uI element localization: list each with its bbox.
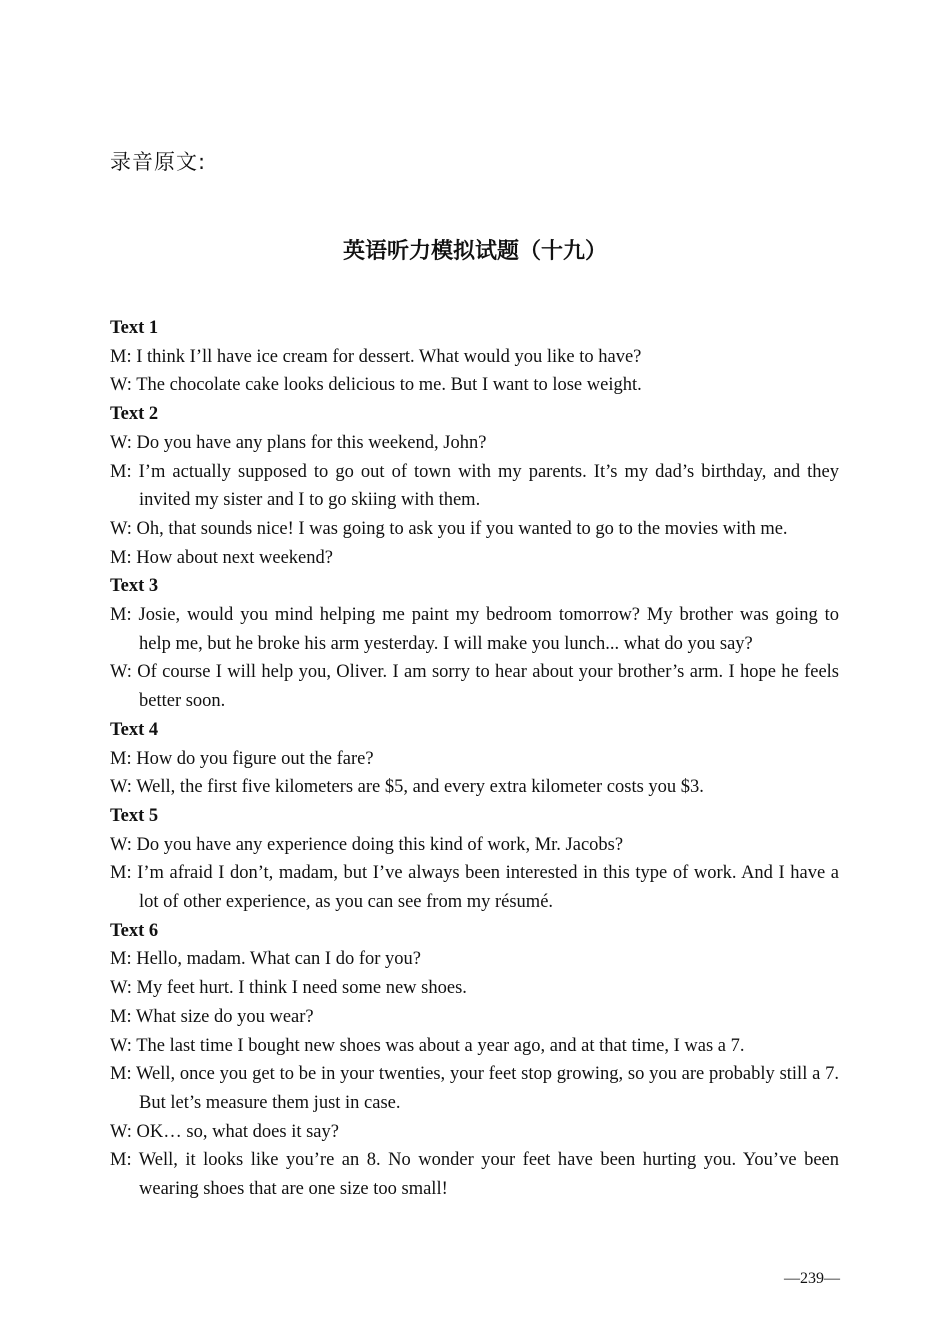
dialogue-line: M: Hello, madam. What can I do for you?	[110, 949, 421, 970]
dialogue-line: W: Oh, that sounds nice! I was going to ask you if you wanted to go to the movies with me.	[110, 518, 788, 539]
dialogue-line: W: OK… so, what does it say?	[110, 1121, 339, 1142]
text-heading: Text 5	[110, 805, 159, 826]
page-title: 英语听力模拟试题（十九）	[342, 238, 607, 264]
section-label: 录音原文:	[110, 150, 207, 174]
dialogue-line: M: How do you figure out the fare?	[110, 748, 374, 769]
dialogue-line: W: The chocolate cake looks delicious to me. But I want to lose weight.	[110, 375, 642, 396]
text-heading: Text 2	[110, 404, 159, 425]
dialogue-line: M: I’m afraid I don’t, madam, but I’ve always been interested in this type of work. And I have a lot of other experience, as you can see from my résumé.	[110, 863, 839, 913]
dialogue-line: M: Well, it looks like you’re an 8. No wonder your feet have been hurting you. You’ve been wearing shoes that are one size too small!	[110, 1150, 839, 1200]
dialogue-line: W: Do you have any experience doing this kind of work, Mr. Jacobs?	[110, 834, 624, 855]
dialogue-line: W: My feet hurt. I think I need some new shoes.	[110, 978, 467, 999]
text-heading: Text 6	[110, 920, 159, 941]
dialogue-line: M: I’m actually supposed to go out of town with my parents. It’s my dad’s birthday, and they invited my sister and I to go skiing with them.	[110, 461, 839, 511]
dialogue-line: W: The last time I bought new shoes was about a year ago, and at that time, I was a 7.	[110, 1035, 745, 1056]
text-heading: Text 1	[110, 318, 159, 338]
dialogue-line: W: Of course I will help you, Oliver. I am sorry to hear about your brother’s arm. I hope he feels better soon.	[110, 662, 839, 712]
dialogue-line: M: Josie, would you mind helping me paint my bedroom tomorrow? My brother was going to help me, but he broke his arm yesterday. I will make you lunch... what do you say?	[110, 605, 839, 654]
page-number: —239—	[784, 1270, 840, 1287]
transcript-body	[110, 314, 839, 1204]
dialogue-line: W: Do you have any plans for this weekend, John?	[110, 432, 487, 453]
dialogue-line: W: Well, the first five kilometers are $5, and every extra kilometer costs you $3.	[110, 777, 704, 798]
text-heading: Text 4	[110, 719, 159, 740]
dialogue-line: M: How about next weekend?	[110, 547, 333, 568]
dialogue-line: M: Well, once you get to be in your twenties, your feet stop growing, so you are probably still a 7. But let’s measure them just in case.	[110, 1064, 839, 1113]
dialogue-line: M: I think I’ll have ice cream for dessert. What would you like to have?	[110, 346, 642, 367]
dialogue-line: M: What size do you wear?	[110, 1006, 314, 1027]
text-heading: Text 3	[110, 576, 159, 597]
